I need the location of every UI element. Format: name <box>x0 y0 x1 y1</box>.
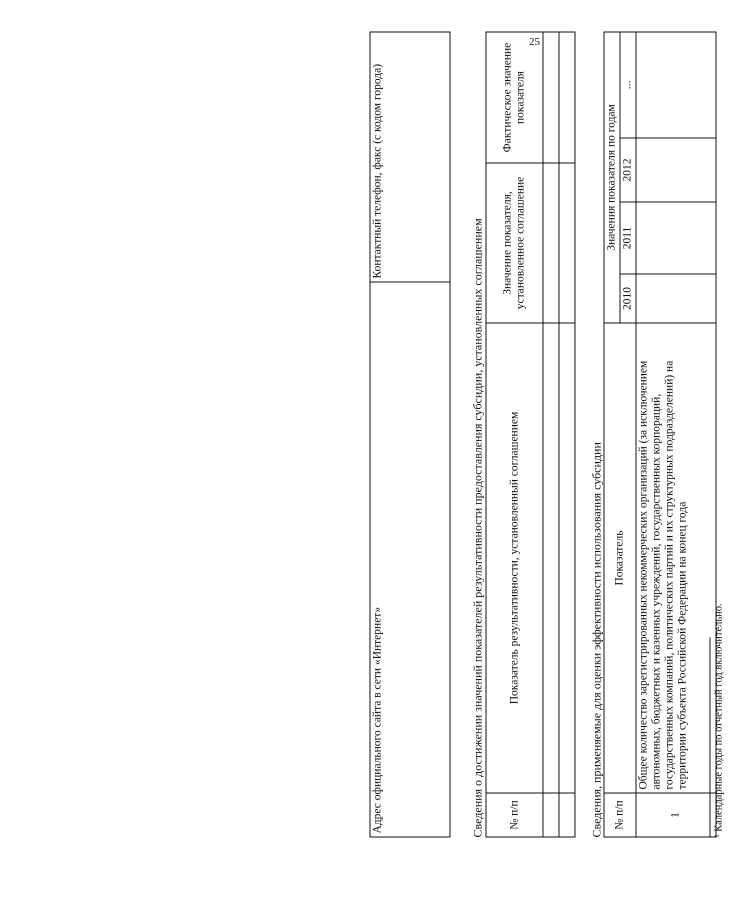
year-more: ... <box>620 31 636 137</box>
perf-cell <box>543 163 559 323</box>
year-2012: 2012 <box>620 138 636 202</box>
row1-num: 1 <box>636 793 716 837</box>
efficiency-table <box>603 31 716 837</box>
year-2011: 2011 <box>620 202 636 274</box>
section2-caption: Сведения о достижении значений показателей результативности предоставления субсидии, установленных соглашением <box>470 217 484 837</box>
perf-actual-header: Фактическое значение показателя <box>486 32 543 163</box>
perf-target-header: Значение показателя, установленное соглашение <box>486 163 543 323</box>
address-header-cell <box>370 282 450 837</box>
eff-indicator-header: Показатель <box>604 323 636 793</box>
perf-num-header: № п/п <box>486 793 543 837</box>
row1-indicator: Общее количество зарегистрированных некоммерческих организаций (за исключением автономных, бюджетных и казенных учреждений, государственных корпораций, государственных компаний, политических партий и их структурных подразделений) на территории субъекта Российской Федерации на конец года <box>636 323 716 793</box>
year-2010: 2010 <box>620 274 636 323</box>
row1-value <box>636 138 716 202</box>
row1-value <box>636 202 716 274</box>
footnote: ¹ Календарные годы по отчетный год включительно. <box>713 602 724 837</box>
performance-table <box>485 31 575 837</box>
phone-header-cell <box>370 32 450 282</box>
page-number: 25 <box>528 36 540 48</box>
perf-cell <box>543 323 559 793</box>
address-header: Адрес официального сайта в сети «Интернет» <box>371 606 383 833</box>
perf-cell <box>543 793 559 837</box>
eff-values-header: Значения показателя по годам <box>604 31 620 322</box>
perf-cell <box>559 163 575 323</box>
row1-value <box>636 274 716 323</box>
rotated-content <box>335 32 733 869</box>
perf-cell <box>559 793 575 837</box>
perf-cell <box>543 32 559 163</box>
eff-num-header: № п/п <box>604 793 636 837</box>
phone-header: Контактный телефон, факс (с кодом города) <box>371 63 383 278</box>
perf-indicator-header: Показатель результативности, установленный соглашением <box>486 323 543 793</box>
perf-cell <box>559 323 575 793</box>
footnote-divider <box>709 637 710 837</box>
section3-caption: Сведения, применяемые для оценки эффективности использования субсидии <box>589 441 603 837</box>
row1-value <box>636 31 716 137</box>
contacts-table <box>369 31 450 837</box>
perf-cell <box>559 32 575 163</box>
